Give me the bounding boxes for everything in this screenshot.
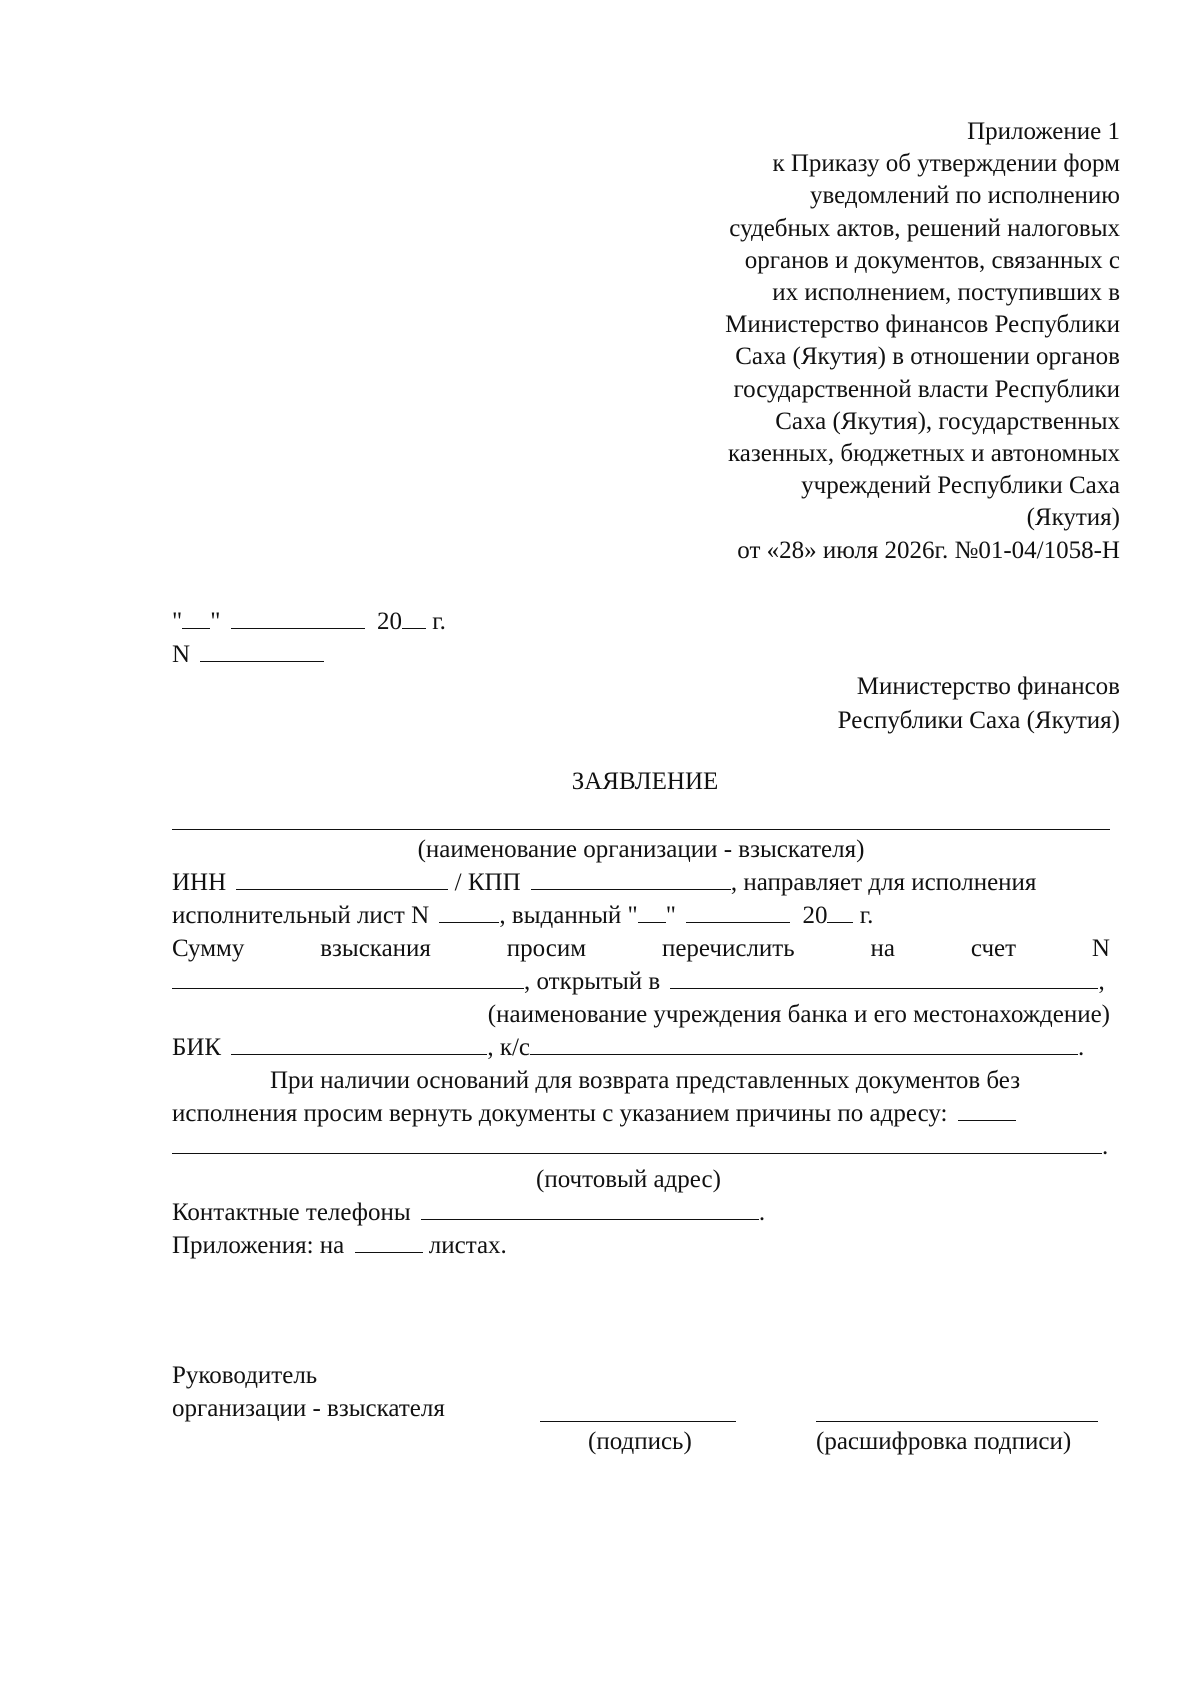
appendix-header-line: Приложение 1 [967, 118, 1120, 145]
sum-line-word: Сумму [172, 935, 245, 962]
appendix-header-line: Саха (Якутия) в отношении органов [735, 343, 1120, 371]
ks-blank [530, 1036, 1078, 1055]
account-line [172, 966, 1105, 997]
appendix-header-line: уведомлений по исполнению [810, 182, 1120, 210]
return-paragraph-line-1: При наличии оснований для возврата представленных документов без [270, 1067, 1021, 1094]
addressee-line-1: Министерство финансов [856, 673, 1120, 700]
writ-label: исполнительный лист N [172, 902, 430, 929]
appendix-header-line: Саха (Якутия), государственных [775, 407, 1120, 435]
kpp-label: / КПП [454, 869, 521, 896]
account-comma: , [1098, 968, 1105, 995]
appendix-header-line: от «28» июля 2026г. №01-04/1058-Н [737, 536, 1120, 564]
phones-period: . [758, 1199, 766, 1226]
writ-year: 20 [802, 902, 828, 929]
appendix-header-line: Министерство финансов Республики [725, 311, 1120, 339]
date-open-quote: " [172, 608, 183, 635]
writ-issued: , выданный " [499, 902, 638, 929]
inn-label: ИНН [172, 869, 227, 896]
appendix-header-line: (Якутия) [1026, 504, 1120, 532]
address-blank [172, 1135, 1102, 1154]
address-period: . [1102, 1133, 1109, 1160]
date-month-blank [231, 610, 365, 629]
phones-line [172, 1197, 765, 1228]
inn-kpp-line [172, 867, 1036, 898]
sum-line-word: счет [970, 935, 1017, 962]
writ-year-blank [827, 904, 853, 923]
signature-line [540, 1421, 736, 1422]
return-line-2-text: исполнения просим вернуть документы с указанием причины по адресу: [172, 1100, 948, 1127]
document-title: ЗАЯВЛЕНИЕ [571, 768, 719, 795]
phones-blank [421, 1201, 759, 1220]
writ-day-blank [638, 904, 666, 923]
postal-caption: (почтовый адрес) [536, 1166, 721, 1193]
bank-caption: (наименование учреждения банка и его местонахождение) [487, 1001, 1110, 1028]
address-line [172, 1131, 1108, 1162]
addressee-line-2: Республики Саха (Якутия) [837, 707, 1120, 734]
ks-label: , к/с [487, 1034, 531, 1061]
account-number-blank [172, 970, 524, 989]
signature-decode-line [816, 1421, 1098, 1422]
appendix-header-line: органов и документов, связанных с [744, 246, 1120, 274]
number-blank [200, 643, 324, 662]
inn-blank [236, 871, 448, 890]
attachments-suffix: листах. [428, 1232, 507, 1259]
number-line [172, 639, 324, 670]
bik-blank [231, 1036, 487, 1055]
date-close-quote: " [210, 608, 221, 635]
number-label: N [172, 641, 191, 668]
appendix-header-line: их исполнением, поступивших в [772, 279, 1120, 307]
bik-line [172, 1032, 1084, 1063]
kpp-blank [531, 871, 731, 890]
address-blank-start [958, 1102, 1016, 1121]
writ-quote: " [665, 902, 676, 929]
addressee [838, 670, 1120, 738]
writ-year-suffix: г. [853, 902, 874, 929]
date-year-suffix: г. [432, 608, 446, 635]
signature-decode-caption: (расшифровка подписи) [816, 1428, 1072, 1455]
attachments-line [172, 1230, 507, 1261]
appendix-header-line: учреждений Республики Саха [801, 472, 1120, 500]
sum-line-word: перечислить [661, 935, 795, 962]
sum-line-word: просим [506, 935, 587, 962]
appendix-header-line: к Приказу об утверждении форм [772, 150, 1120, 178]
signer-role-line-2: организации - взыскателя [172, 1395, 445, 1422]
inn-tail: , направляет для исполнения [730, 869, 1037, 896]
sum-line [172, 933, 1110, 964]
date-line [172, 606, 446, 637]
date-year-blank [402, 610, 426, 629]
sum-line-word: N [1091, 935, 1110, 962]
date-year-prefix: 20 [376, 608, 402, 635]
org-name-line [172, 829, 1110, 830]
bank-name-blank [670, 970, 1098, 989]
sum-line-word: на [870, 935, 895, 962]
writ-month-blank [686, 904, 790, 923]
return-paragraph-line-2 [172, 1098, 1016, 1129]
bik-label: БИК [172, 1034, 222, 1061]
appendix-header [640, 116, 1120, 567]
org-caption: (наименование организации - взыскателя) [417, 836, 865, 863]
writ-line [172, 900, 873, 931]
writ-number-blank [439, 904, 499, 923]
phones-label: Контактные телефоны [172, 1199, 411, 1226]
appendix-header-line: казенных, бюджетных и автономных [727, 440, 1120, 468]
appendix-header-line: государственной власти Республики [733, 375, 1120, 403]
signature-caption: (подпись) [588, 1428, 692, 1455]
attachments-blank [355, 1234, 423, 1253]
attachments-label: Приложения: на [172, 1232, 345, 1259]
opened-in-label: , открытый в [524, 968, 661, 995]
bik-period: . [1078, 1034, 1085, 1061]
signer-role-line-1: Руководитель [172, 1362, 318, 1389]
appendix-header-line: судебных актов, решений налоговых [729, 214, 1120, 242]
date-day-blank [182, 610, 210, 629]
sum-line-word: взыскания [320, 935, 431, 962]
